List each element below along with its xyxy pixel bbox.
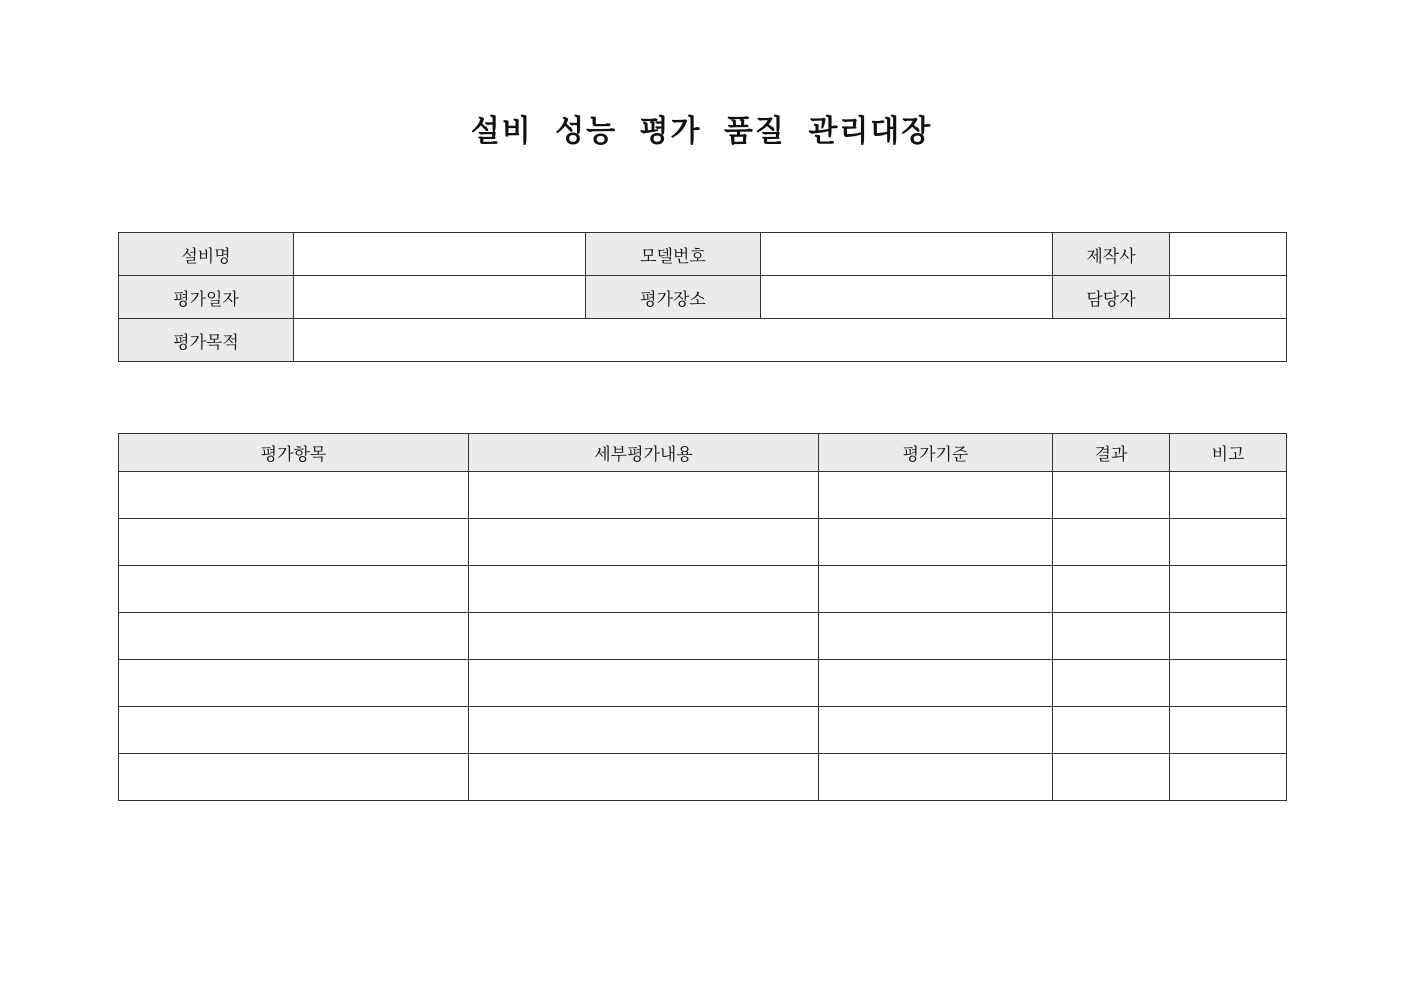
evaluation-date-label: 평가일자 (119, 276, 294, 319)
evaluation-purpose-label: 평가목적 (119, 319, 294, 362)
criteria-cell[interactable] (819, 707, 1053, 754)
column-header-remarks: 비고 (1170, 434, 1287, 472)
evaluation-purpose-field[interactable] (294, 319, 1287, 362)
table-row (119, 472, 1287, 519)
column-header-evaluation-item: 평가항목 (119, 434, 469, 472)
model-number-label: 모델번호 (586, 233, 761, 276)
equipment-name-field[interactable] (294, 233, 586, 276)
column-header-detail-content: 세부평가내용 (469, 434, 819, 472)
result-cell[interactable] (1053, 472, 1170, 519)
evaluation-item-cell[interactable] (119, 519, 469, 566)
result-cell[interactable] (1053, 519, 1170, 566)
table-header-row (119, 434, 1287, 472)
evaluation-date-field[interactable] (294, 276, 586, 319)
detail-content-cell[interactable] (469, 707, 819, 754)
evaluation-item-cell[interactable] (119, 613, 469, 660)
remarks-cell[interactable] (1170, 613, 1287, 660)
evaluation-location-label: 평가장소 (586, 276, 761, 319)
criteria-cell[interactable] (819, 519, 1053, 566)
detail-content-cell[interactable] (469, 519, 819, 566)
manufacturer-field[interactable] (1170, 233, 1287, 276)
result-cell[interactable] (1053, 660, 1170, 707)
column-header-criteria: 평가기준 (819, 434, 1053, 472)
evaluation-items-table (118, 433, 1287, 801)
info-row (119, 319, 1287, 362)
evaluation-item-cell[interactable] (119, 707, 469, 754)
table-row (119, 754, 1287, 801)
criteria-cell[interactable] (819, 754, 1053, 801)
info-row (119, 233, 1287, 276)
evaluation-item-cell[interactable] (119, 566, 469, 613)
criteria-cell[interactable] (819, 566, 1053, 613)
info-row (119, 276, 1287, 319)
result-cell[interactable] (1053, 613, 1170, 660)
criteria-cell[interactable] (819, 660, 1053, 707)
document-title: 설비 성능 평가 품질 관리대장 (470, 114, 933, 149)
person-in-charge-label: 담당자 (1053, 276, 1170, 319)
detail-content-cell[interactable] (469, 613, 819, 660)
criteria-cell[interactable] (819, 472, 1053, 519)
remarks-cell[interactable] (1170, 519, 1287, 566)
result-cell[interactable] (1053, 707, 1170, 754)
detail-content-cell[interactable] (469, 472, 819, 519)
table-row (119, 707, 1287, 754)
table-row (119, 519, 1287, 566)
remarks-cell[interactable] (1170, 472, 1287, 519)
detail-content-cell[interactable] (469, 754, 819, 801)
remarks-cell[interactable] (1170, 660, 1287, 707)
table-row (119, 566, 1287, 613)
table-row (119, 613, 1287, 660)
remarks-cell[interactable] (1170, 566, 1287, 613)
result-cell[interactable] (1053, 566, 1170, 613)
result-cell[interactable] (1053, 754, 1170, 801)
evaluation-item-cell[interactable] (119, 660, 469, 707)
equipment-name-label: 설비명 (119, 233, 294, 276)
equipment-info-table (118, 232, 1287, 362)
column-header-result: 결과 (1053, 434, 1170, 472)
model-number-field[interactable] (761, 233, 1053, 276)
detail-content-cell[interactable] (469, 566, 819, 613)
remarks-cell[interactable] (1170, 754, 1287, 801)
evaluation-location-field[interactable] (761, 276, 1053, 319)
criteria-cell[interactable] (819, 613, 1053, 660)
person-in-charge-field[interactable] (1170, 276, 1287, 319)
detail-content-cell[interactable] (469, 660, 819, 707)
remarks-cell[interactable] (1170, 707, 1287, 754)
evaluation-item-cell[interactable] (119, 472, 469, 519)
manufacturer-label: 제작사 (1053, 233, 1170, 276)
evaluation-item-cell[interactable] (119, 754, 469, 801)
table-row (119, 660, 1287, 707)
